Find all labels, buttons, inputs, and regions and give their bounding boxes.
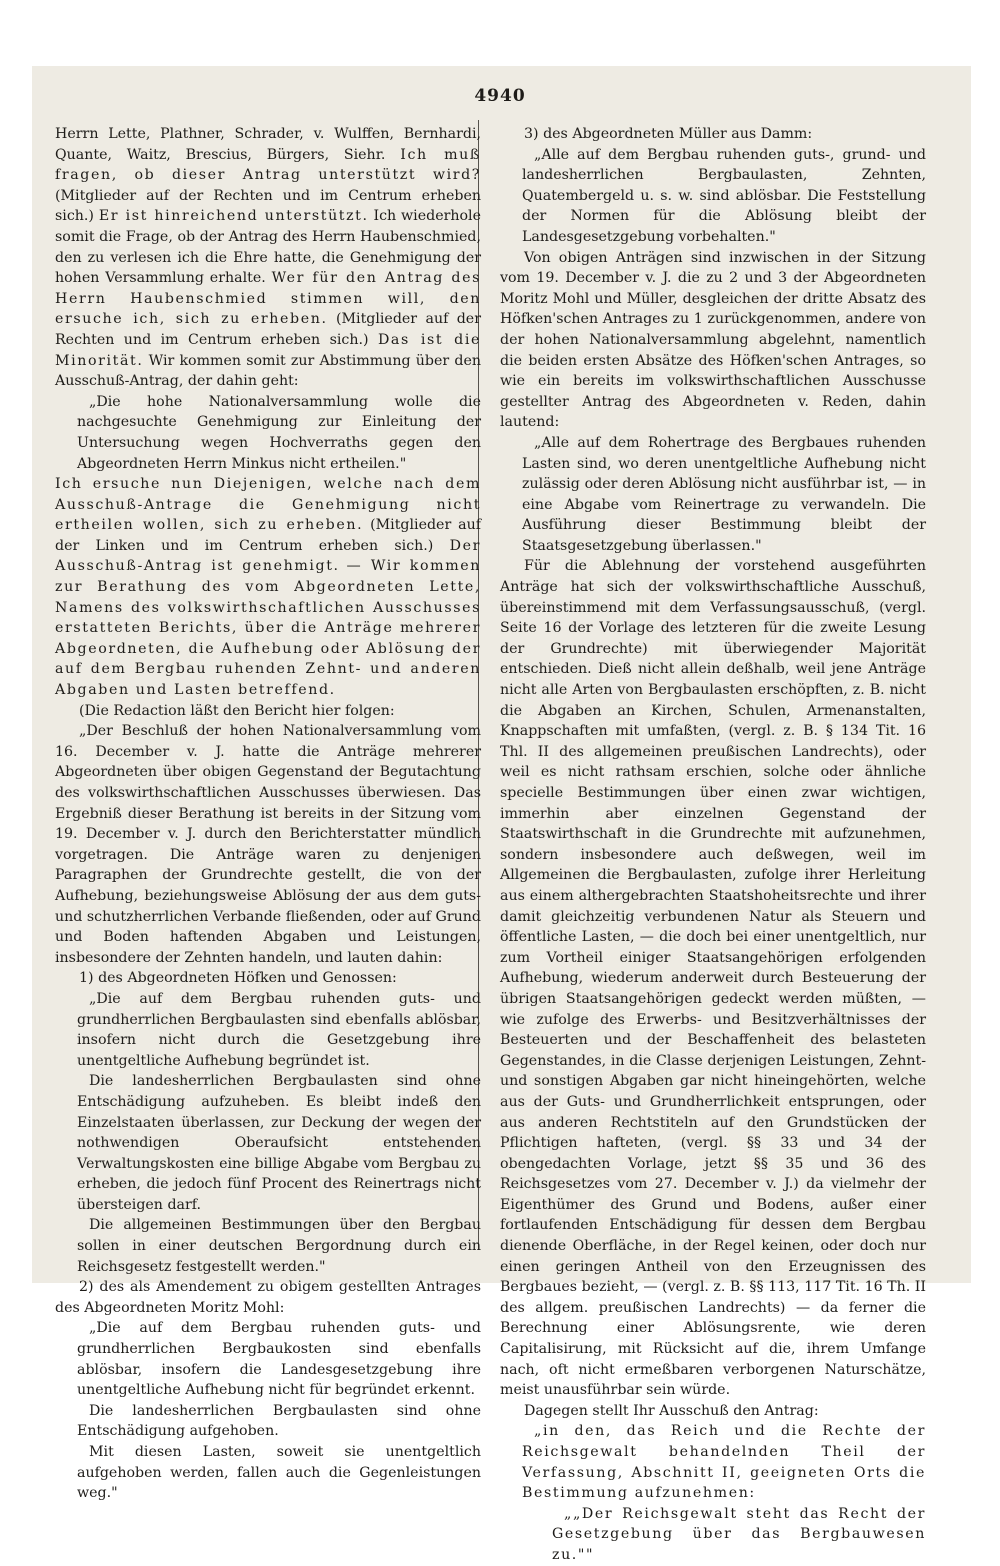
list-item: 2) des als Amendement zu obigem gestellten Antrages des Abgeordneten Moritz Mohl:	[55, 1279, 481, 1316]
right-column	[500, 124, 926, 1566]
paragraph: Dagegen stellt Ihr Ausschuß den Antrag:	[524, 1402, 819, 1419]
quote: Die landesherrlichen Bergbaulasten sind ohne Entschädigung aufzuheben. Es bleibt indeß den Einzelstaaten überlassen, zur Deckung der wegen der nothwendigen Oberaufsicht entstehenden Verwaltungskosten eine billige Abgabe vom Bergbau zu erheben, die jedoch fünf Procent des Reinertrags nicht übersteigen darf.	[77, 1073, 481, 1213]
quote: Die landesherrlichen Bergbaulasten sind ohne Entschädigung aufgehoben.	[77, 1402, 481, 1440]
paragraph: Ich ersuche nun Diejenigen, welche nach dem Ausschuß-Antrage die Genehmigung nicht ertheilen wollen, sich zu erheben. (Mitglieder auf der Linken und im Centrum erheben sich.) Der Ausschuß-Antrag ist genehmigt. — Wir kommen zur Berathung des vom Abgeordneten Lette, Namens des volkswirthschaftlichen Ausschusses erstatteten Berichts, über die Anträge mehrerer Abgeordneten, die Aufhebung oder Ablösung der auf dem Bergbau ruhenden Zehnt- und anderen Abgaben und Lasten betreffend.	[55, 476, 481, 699]
paragraph: Von obigen Anträgen sind inzwischen in der Sitzung vom 19. December v. J. die zu 2 und 3 der Abgeordneten Moritz Mohl und Müller, desgleichen der dritte Absatz des Höfken'schen Antrages zu 1 zurückgenommen, andere von der hohen Nationalversammlung abgelehnt, namentlich die beiden ersten Absätze des Höfken'schen Antrages, so wie ein bereits im volkswirthschaftlichen Ausschusse gestellter Antrag des Abgeordneten v. Reden, dahin lautend:	[500, 249, 926, 431]
report-intro: „Der Beschluß der hohen Nationalversammlung vom 16. December v. J. hatte die Anträge mehrerer Abgeordneten über obigen Gegenstand der Begutachtung des volkswirthschaftlichen Ausschusses überwiesen. Das Ergebniß dieser Berathung ist bereits in der Sitzung vom 19. December v. J. durch den Berichterstatter mündlich vorgetragen. Die Anträge waren zu denjenigen Paragraphen der Grundrechte gestellt, die von der Aufhebung, beziehungsweise Ablösung der aus dem guts- und schutzherrlichen Verbande fließenden, oder auf Grund und Boden haftenden Abgaben und Leistungen, insbesondere der Zehnten handeln, und lauten dahin:	[55, 723, 481, 966]
paragraph: Herrn Lette, Plathner, Schrader, v. Wulffen, Bernhardi, Quante, Waitz, Brescius, Bürgers, Siehr. Ich muß fragen, ob dieser Antrag unterstützt wird? (Mitglieder auf der Rechten und im Centrum erheben sich.) Er ist hinreichend unterstützt. Ich wiederhole somit die Frage, ob der Antrag des Herrn Haubenschmied, den zu verlesen ich die Ehre hatte, die Genehmigung der hohen Versammlung erhalte. Wer für den Antrag des Herrn Haubenschmied stimmen will, den ersuche ich, sich zu erheben. (Mitglieder auf der Rechten und im Centrum erheben sich.) Das ist die Minorität. Wir kommen somit zur Abstimmung über den Ausschuß-Antrag, der dahin geht:	[55, 126, 481, 390]
editor-note: (Die Redaction läßt den Bericht hier folgen:	[79, 702, 395, 719]
quote: „Alle auf dem Bergbau ruhenden guts-, grund- und landesherrlichen Bergbaulasten, Zehnten, Quatembergeld u. s. w. sind ablösbar. Die Feststellung der Normen für die Ablösung bleibt der Landesgesetzgebung vorbehalten."	[522, 146, 926, 245]
quote: „Alle auf dem Rohertrage des Bergbaues ruhenden Lasten sind, wo deren unentgeltliche Aufhebung nicht zulässig oder deren Ablösung nicht ausführbar ist, — in eine Abgabe vom Reinertrage zu verwandeln. Die Ausführung dieser Bestimmung bleibt der Staatsgesetzgebung überlassen."	[522, 434, 926, 554]
page-number: 4940	[474, 86, 526, 106]
list-item: 1) des Abgeordneten Höfken und Genossen:	[79, 970, 397, 987]
quote: „in den, das Reich und die Rechte der Reichsgewalt behandelnden Theil der Verfassung, Abschnitt II, geeigneten Orts die Bestimmung aufzunehmen:	[522, 1423, 926, 1502]
quote: „„Der Reichsgewalt steht das Recht der Gesetzgebung über das Bergbauwesen zu.""	[552, 1505, 926, 1563]
left-column	[55, 124, 481, 1504]
paragraph: Für die Ablehnung der vorstehend ausgeführten Anträge hat sich der volkswirthschaftliche Ausschuß, übereinstimmend mit dem Verfassungsausschuß, (vergl. Seite 16 der Vorlage des letzteren für die zweite Lesung der Grundrechte) mit überwiegender Majorität entschieden. Dieß nicht allein deßhalb, weil jene Anträge nicht alle Arten von Bergbaulasten erschöpften, z. B. nicht die Abgaben an Kirchen, Schulen, Armenanstalten, Knappschaften mit umfaßten, (vergl. z. B. § 134 Tit. 16 Thl. II des allgemeinen preußischen Landrechts), oder weil es nicht rathsam erschien, solche oder ähnliche specielle Bestimmungen über einen zwar wichtigen, immerhin aber einzelnen Gegenstand der Staatswirthschaft in die Grundrechte mit aufzunehmen, sondern insbesondere auch deßwegen, weil im Allgemeinen die Bergbaulasten, zufolge ihrer Herleitung aus einem althergebrachten Staatshoheitsrechte und ihrer damit gleichzeitig verbundenen Natur als Steuern und öffentliche Lasten, — die doch bei einer unentgeltlich, nur zum Vortheil einiger Staatsangehörigen erfolgenden Aufhebung, wiederum anderweit durch Besteuerung der übrigen Staatsangehörigen gedeckt werden müßten, — wie zufolge des Erwerbs- und Besitzverhältnisses der Besteuerten und der Beschaffenheit des belasteten Gegenstandes, in die Classe derjenigen Leistungen, Zehnt- und sonstigen Abgaben gar nicht hineingehörten, welche aus der Guts- und Grundherrlichkeit entsprungen, oder aus anderen Rechtstiteln auf den Grundstücken der Pflichtigen hafteten, (vergl. §§ 33 und 34 der obengedachten Vorlage, jetzt §§ 35 und 36 des Reichsgesetzes vom 27. December v. J.) da vielmehr der Eigenthümer des Grund und Bodens, außer einer fortlaufenden Entschädigung für dessen dem Bergbau dienende Oberfläche, in der Regel keinen, oder doch nur einen geringen Antheil von den Erzeugnissen des Bergbaues bezieht, — (vergl. z. B. §§ 113, 117 Tit. 16 Th. II des allgem. preußischen Landrechts) — da ferner die Berechnung einer Ablösungsrente, wie deren Capitalisirung, mit Rücksicht auf die, ihrem Umfange nach, oft nicht ermeßbaren verborgenen Naturschätze, meist unausführbar sein würde.	[500, 558, 926, 1399]
quote: Mit diesen Lasten, soweit sie unentgeltlich aufgehoben werden, fallen auch die Gegenleistungen weg."	[77, 1444, 481, 1502]
quote: Die allgemeinen Bestimmungen über den Bergbau sollen in einer deutschen Bergordnung durch ein Reichsgesetz festgestellt werden."	[77, 1217, 481, 1275]
quote: „Die hohe Nationalversammlung wolle die nachgesuchte Genehmigung zur Einleitung der Untersuchung wegen Hochverraths gegen den Abgeordneten Herrn Minkus nicht ertheilen."	[77, 393, 481, 472]
quote: „Die auf dem Bergbau ruhenden guts- und grundherrlichen Bergbaulasten sind ebenfalls ablösbar, insofern nicht durch die Gesetzgebung ihre unentgeltliche Aufhebung begründet ist.	[77, 990, 481, 1069]
quote: „Die auf dem Bergbau ruhenden guts- und grundherrlichen Bergbaukosten sind ebenfalls ablösbar, insofern die Landesgesetzgebung ihre unentgeltliche Aufhebung nicht für begründet erkennt.	[77, 1320, 481, 1399]
list-item: 3) des Abgeordneten Müller aus Damm:	[524, 126, 813, 142]
